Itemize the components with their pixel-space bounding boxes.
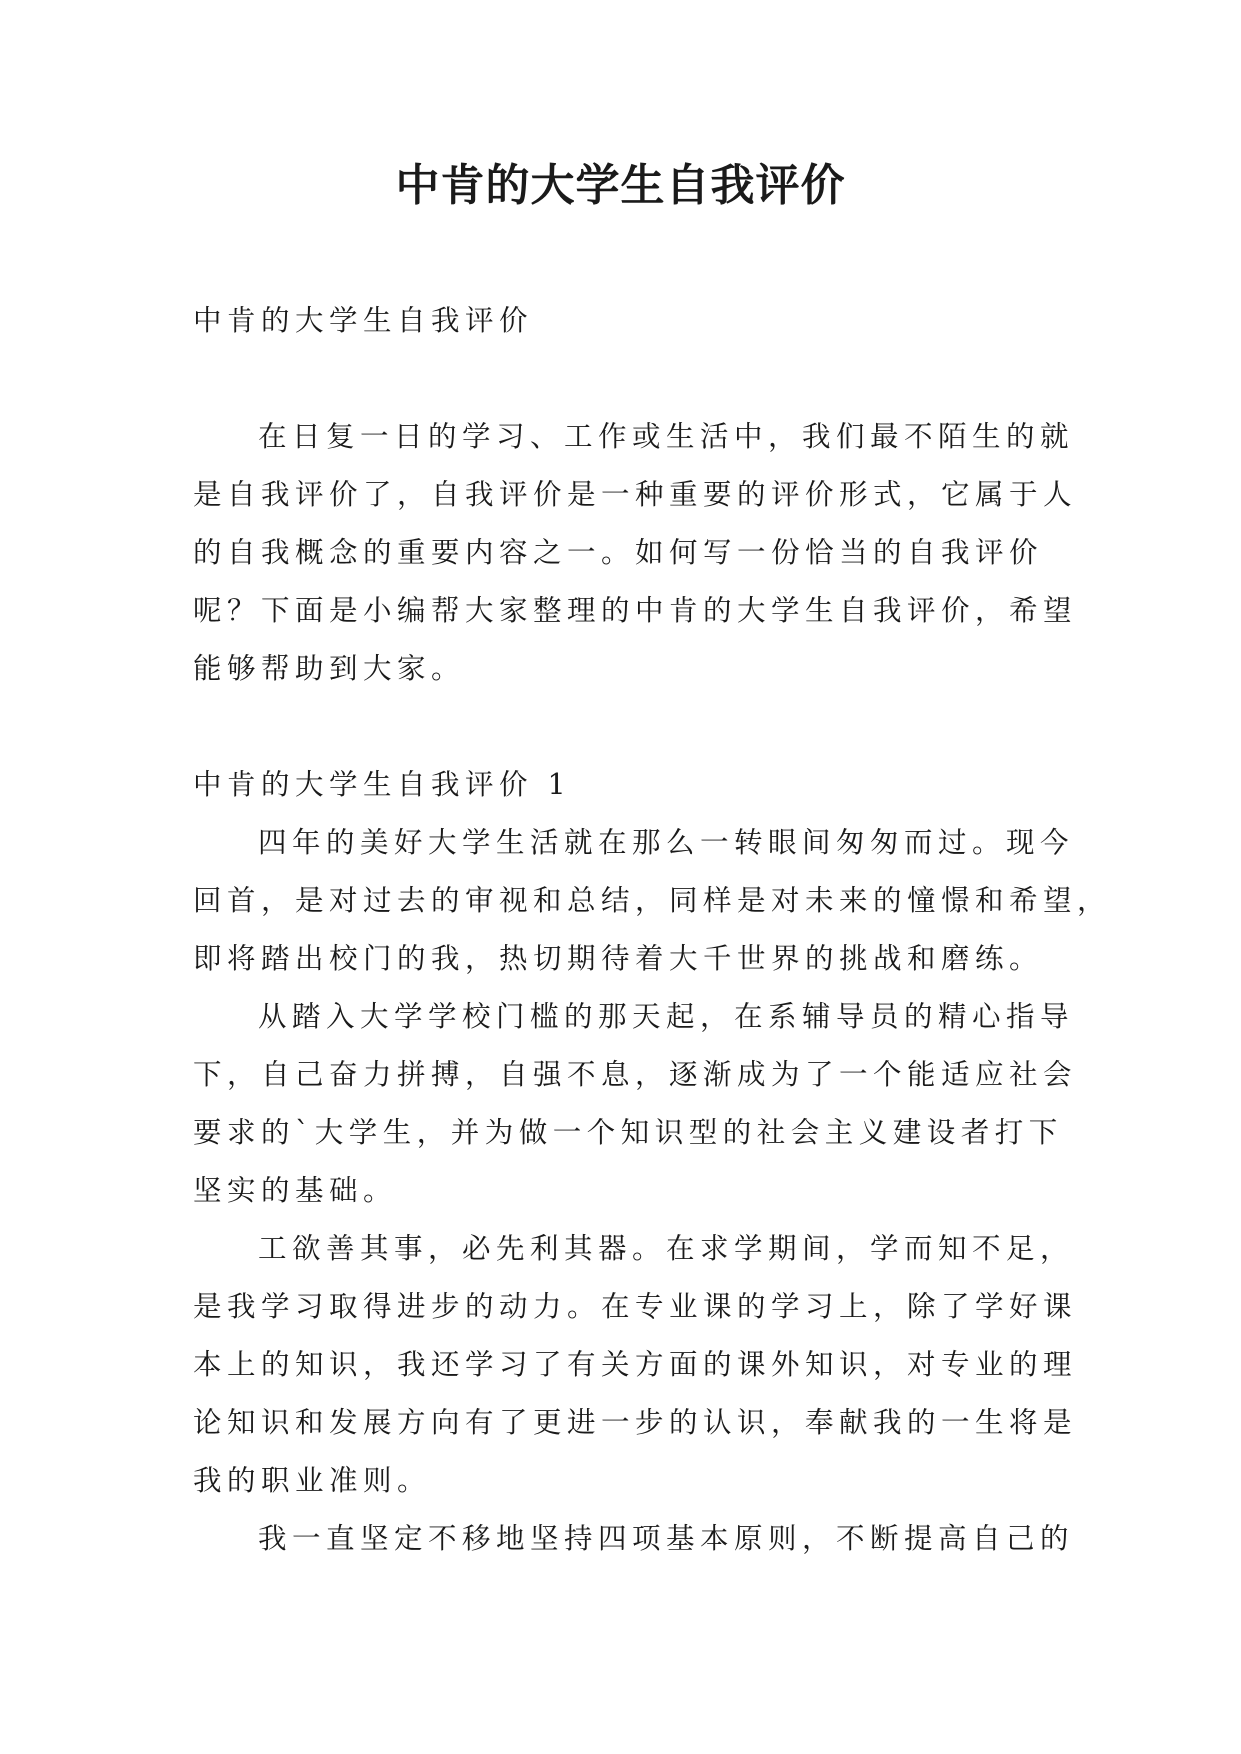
paragraph-line: 四年的美好大学生活就在那么一转眼间匆匆而过。现今 [258, 826, 1075, 859]
paragraph-line: 本上的知识，我还学习了有关方面的课外知识，对专业的理 [193, 1348, 1078, 1381]
paragraph-line: 我一直坚定不移地坚持四项基本原则，不断提高自己的 [258, 1522, 1075, 1555]
paragraph-line: 回首，是对过去的审视和总结，同样是对未来的憧憬和希望， [193, 884, 1112, 917]
intro-line: 呢？下面是小编帮大家整理的中肯的大学生自我评价，希望 [193, 594, 1078, 627]
intro-line: 能够帮助到大家。 [193, 652, 466, 685]
intro-line: 是自我评价了，自我评价是一种重要的评价形式，它属于人 [193, 478, 1078, 511]
document-title: 中肯的大学生自我评价 [395, 160, 846, 211]
spacer [193, 698, 1063, 756]
paragraph-line: 我的职业准则。 [193, 1464, 432, 1497]
intro-line: 在日复一日的学习、工作或生活中，我们最不陌生的就 [258, 420, 1075, 453]
paragraph-line: 下，自己奋力拼搏，自强不息，逐渐成为了一个能适应社会 [193, 1058, 1078, 1091]
paragraph-line: 从踏入大学学校门槛的那天起，在系辅导员的精心指导 [258, 1000, 1075, 1033]
document-subtitle: 中肯的大学生自我评价 [193, 304, 534, 337]
body-paragraph [193, 814, 1112, 988]
spacer [193, 350, 1063, 408]
paragraph-line: 是我学习取得进步的动力。在专业课的学习上，除了学好课 [193, 1290, 1078, 1323]
paragraph-line: 要求的`大学生，并为做一个知识型的社会主义建设者打下 [193, 1116, 1063, 1149]
paragraph-line: 即将踏出校门的我，热切期待着大千世界的挑战和磨练。 [193, 942, 1044, 975]
paragraph-line: 论知识和发展方向有了更进一步的认识，奉献我的一生将是 [193, 1406, 1078, 1439]
intro-line: 的自我概念的重要内容之一。如何写一份恰当的自我评价 [193, 536, 1044, 569]
body-paragraph [193, 1510, 1075, 1568]
section-heading: 中肯的大学生自我评价 1 [193, 768, 572, 801]
paragraph-line: 工欲善其事，必先利其器。在求学期间，学而知不足， [258, 1232, 1075, 1265]
paragraph-line: 坚实的基础。 [193, 1174, 398, 1207]
body-paragraph [193, 1220, 1078, 1510]
document-body [193, 292, 1112, 1568]
intro-paragraph [193, 408, 1078, 698]
body-paragraph [193, 988, 1078, 1220]
